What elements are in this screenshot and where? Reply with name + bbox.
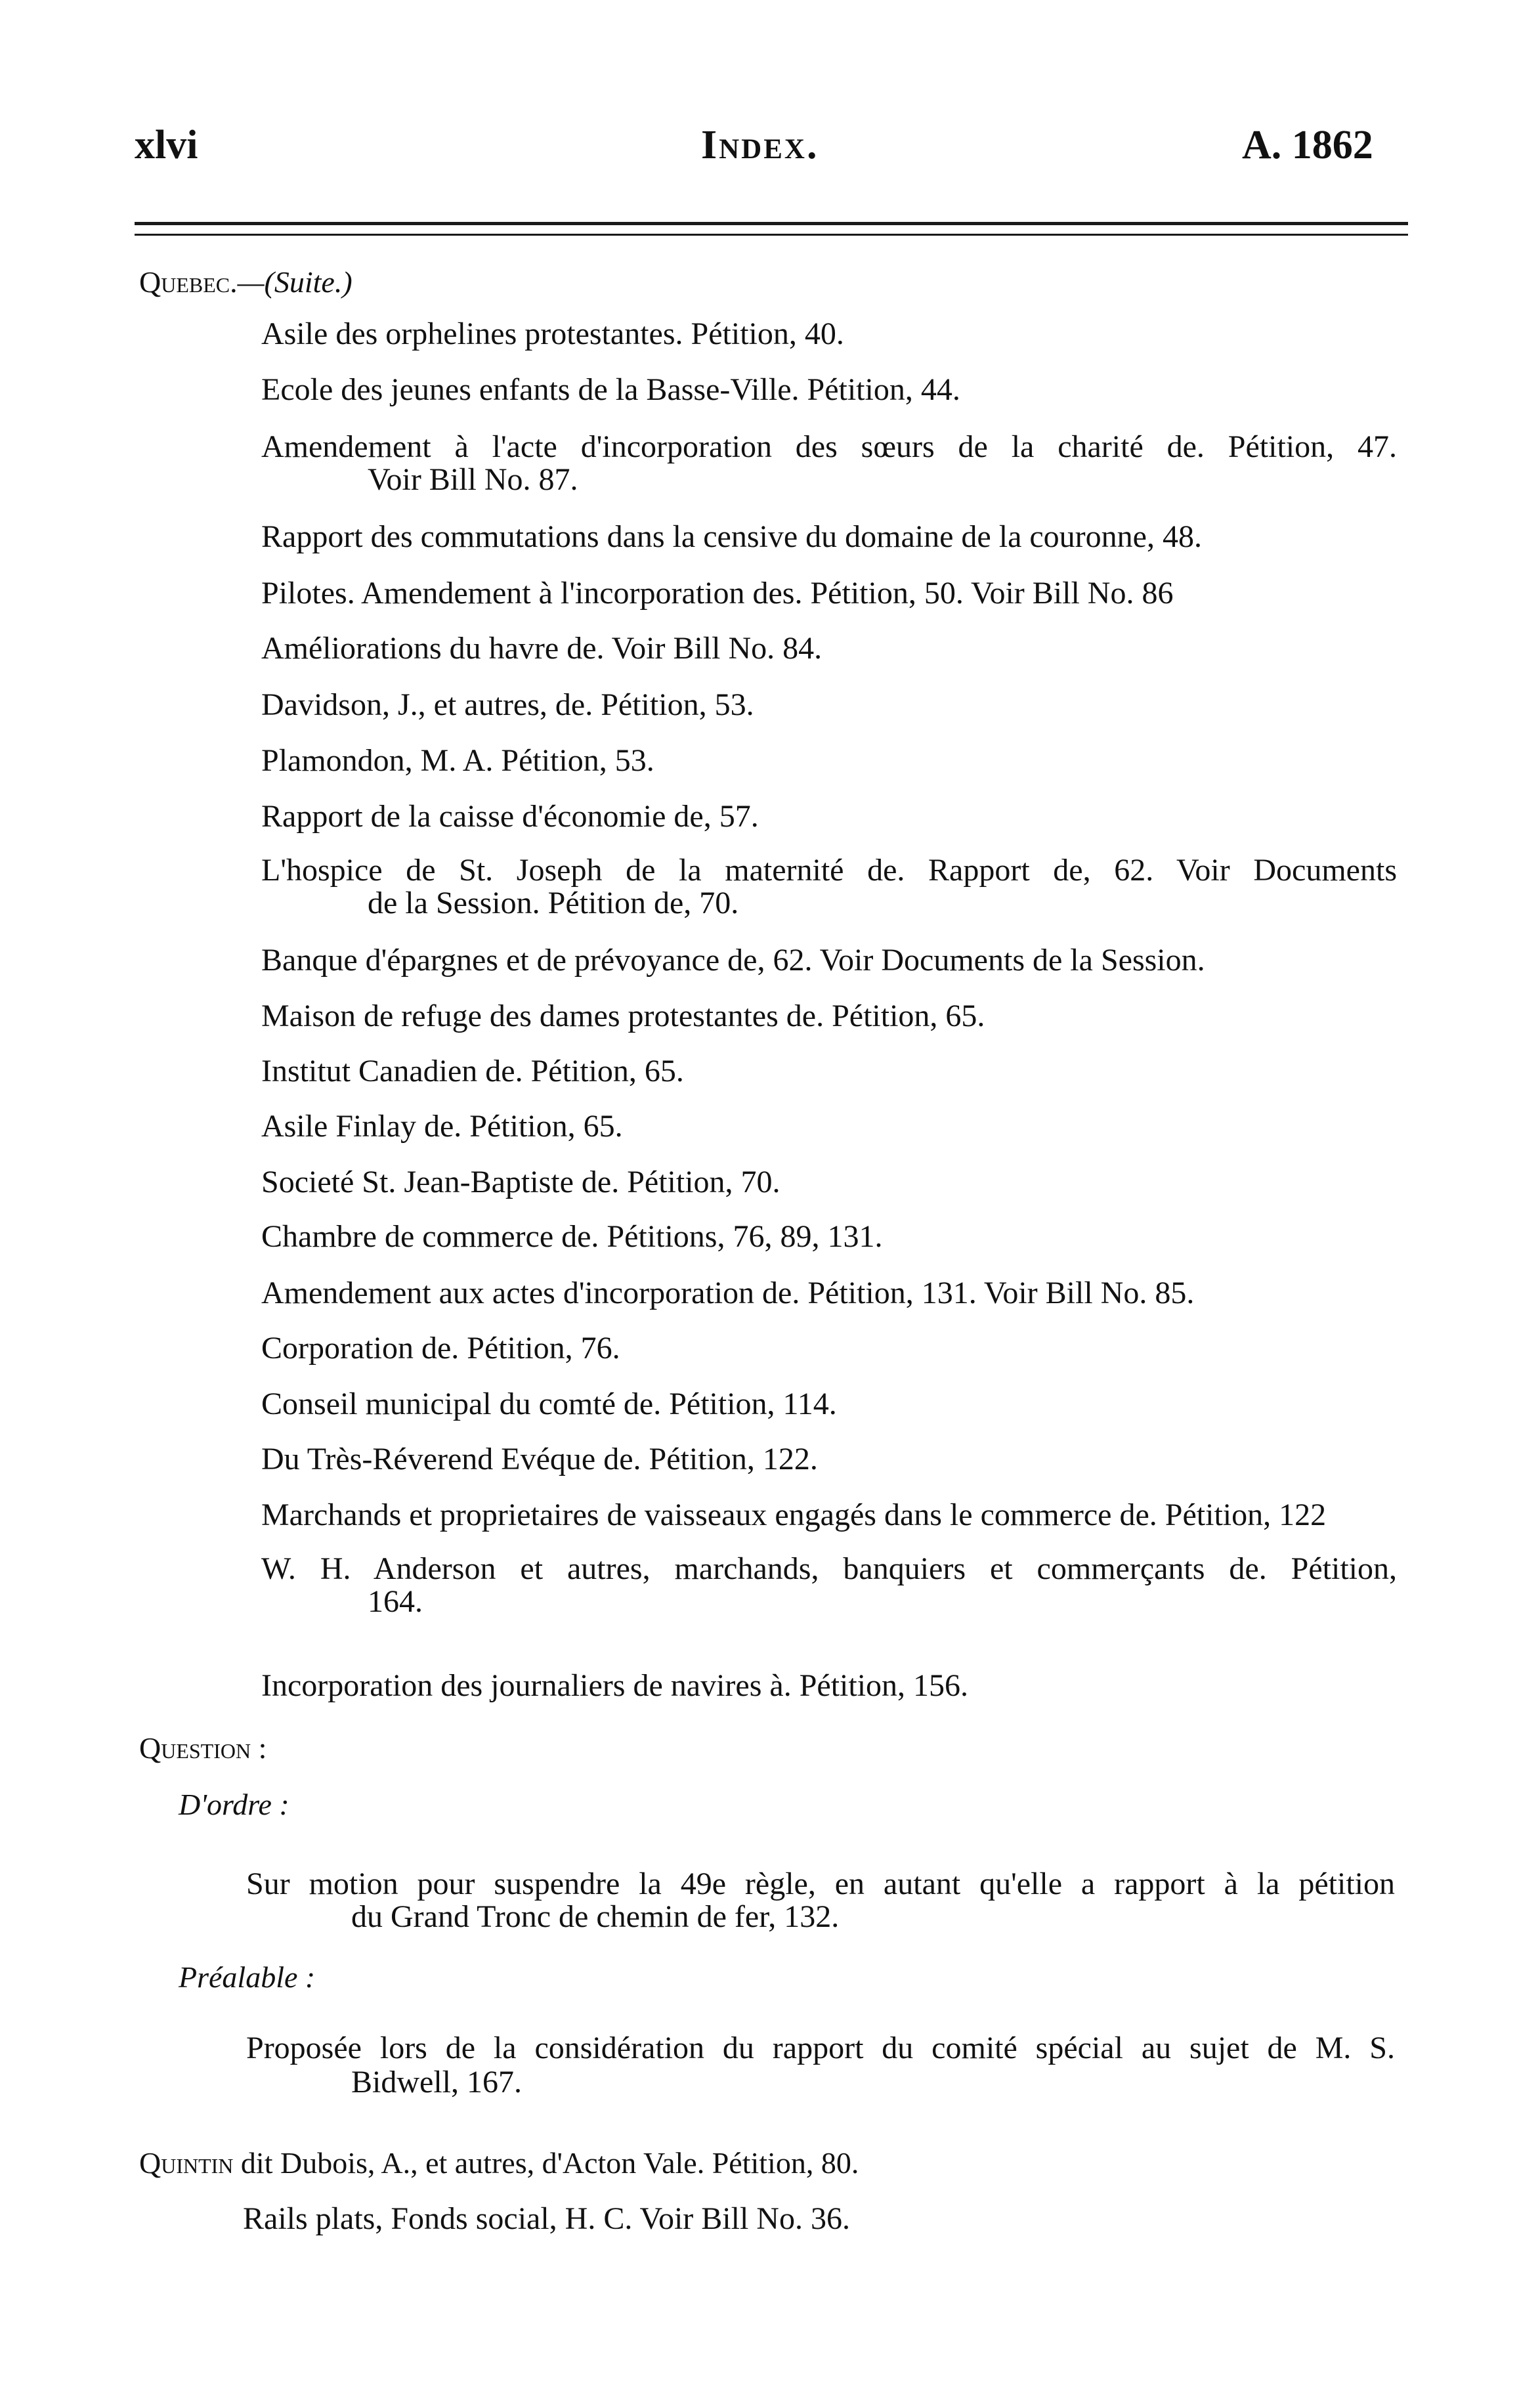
index-entry: Davidson, J., et autres, de. Pétition, 53. bbox=[261, 687, 754, 722]
index-entry: Asile Finlay de. Pétition, 65. bbox=[261, 1109, 623, 1144]
index-entry: Pilotes. Amendement à l'incorporation des. Pétition, 50. Voir Bill No. 86 bbox=[261, 576, 1174, 611]
index-entry: Incorporation des journaliers de navires à. Pétition, 156. bbox=[261, 1668, 969, 1703]
index-entry: Societé St. Jean-Baptiste de. Pétition, 70. bbox=[261, 1165, 781, 1199]
subheading-dordre: D'ordre : bbox=[179, 1788, 289, 1821]
index-entry: Proposée lors de la considération du rapport du comité spécial au sujet de M. S. bbox=[246, 2031, 1395, 2065]
index-entry: Institut Canadien de. Pétition, 65. bbox=[261, 1054, 684, 1088]
index-entry: Banque d'épargnes et de prévoyance de, 62. Voir Documents de la Session. bbox=[261, 943, 1205, 978]
subheading-prealable: Préalable : bbox=[179, 1960, 316, 1994]
index-entry: Marchands et proprietaires de vaisseaux engagés dans le commerce de. Pétition, 122 bbox=[261, 1497, 1327, 1532]
header-rule-thin bbox=[135, 234, 1408, 236]
index-entry-continuation: du Grand Tronc de chemin de fer, 132. bbox=[351, 1899, 840, 1934]
index-entry: Ecole des jeunes enfants de la Basse-Ville. Pétition, 44. bbox=[261, 372, 960, 407]
index-entry: Corporation de. Pétition, 76. bbox=[261, 1331, 620, 1366]
index-entry: Rapport des commutations dans la censive du domaine de la couronne, 48. bbox=[261, 519, 1202, 554]
index-entry: Amendement aux actes d'incorporation de. Pétition, 131. Voir Bill No. 85. bbox=[261, 1276, 1195, 1310]
index-entry: Améliorations du havre de. Voir Bill No. 84. bbox=[261, 631, 823, 666]
index-entry: Plamondon, M. A. Pétition, 53. bbox=[261, 743, 654, 778]
index-entry-continuation: de la Session. Pétition de, 70. bbox=[368, 886, 739, 920]
index-entry: W. H. Anderson et autres, marchands, banquiers et commerçants de. Pétition, bbox=[261, 1551, 1397, 1586]
index-entry-continuation: 164. bbox=[368, 1584, 423, 1619]
index-entry-continuation: Voir Bill No. 87. bbox=[368, 462, 578, 497]
session-year: A. 1862 bbox=[1242, 123, 1373, 167]
index-entry: Rapport de la caisse d'économie de, 57. bbox=[261, 799, 759, 834]
index-entry: Asile des orphelines protestantes. Pétition, 40. bbox=[261, 316, 844, 351]
index-entry: Chambre de commerce de. Pétitions, 76, 89, 131. bbox=[261, 1219, 883, 1254]
heading-quebec-label: Quebec. bbox=[139, 265, 238, 299]
heading-quintin-label: Quintin bbox=[139, 2146, 234, 2180]
page-number: xlvi bbox=[135, 123, 198, 167]
index-entry-continuation: Bidwell, 167. bbox=[351, 2065, 522, 2100]
header-rule-thick bbox=[135, 222, 1408, 225]
index-entry: Amendement à l'acte d'incorporation des sœurs de la charité de. Pétition, 47. bbox=[261, 429, 1397, 464]
running-title: Index. bbox=[701, 123, 819, 167]
section-heading-quintin bbox=[139, 2147, 859, 2180]
index-entry: Maison de refuge des dames protestantes de. Pétition, 65. bbox=[261, 999, 985, 1033]
index-entry: Rails plats, Fonds social, H. C. Voir Bill No. 36. bbox=[243, 2201, 850, 2236]
index-entry: Conseil municipal du comté de. Pétition, 114. bbox=[261, 1387, 837, 1421]
heading-quintin-text: dit Dubois, A., et autres, d'Acton Vale. Pétition, 80. bbox=[233, 2146, 859, 2180]
index-entry: Sur motion pour suspendre la 49e règle, en autant qu'elle a rapport à la pétition bbox=[246, 1866, 1395, 1901]
index-entry: Du Très-Réverend Evéque de. Pétition, 122. bbox=[261, 1442, 818, 1476]
index-entry: L'hospice de St. Joseph de la maternité de. Rapport de, 62. Voir Documents bbox=[261, 853, 1397, 888]
section-heading-question bbox=[139, 1732, 267, 1765]
section-heading-quebec bbox=[139, 266, 353, 299]
heading-suite-label: —(Suite.) bbox=[237, 265, 353, 299]
heading-question-label: Question : bbox=[139, 1731, 267, 1765]
